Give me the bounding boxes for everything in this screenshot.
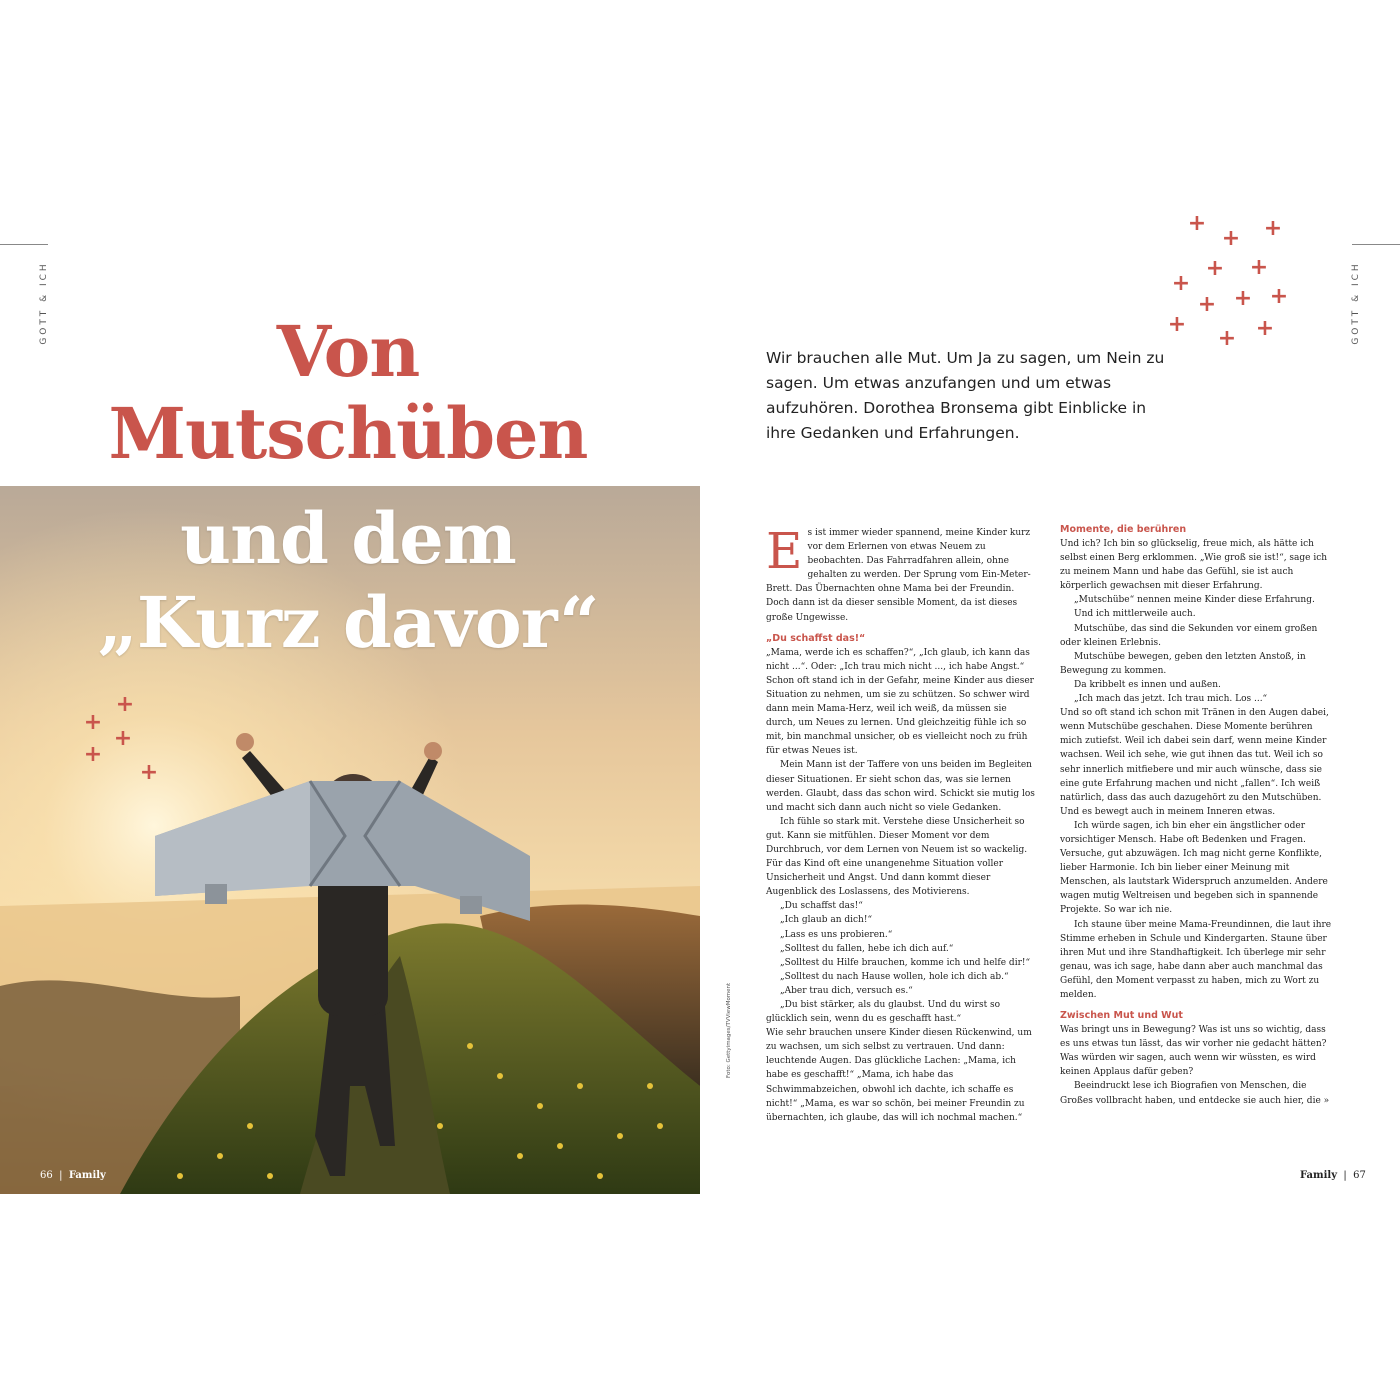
plus-icon: +: [1221, 226, 1241, 251]
body-paragraph: Wie sehr brauchen unsere Kinder diesen Rückenwind, um zu wachsen, um sich selbst zu vertrauen. Und dann: leuchtende Augen. Das glückliche Lachen: „Mama, ich habe es geschafft!“ „Mama, ich habe das Schwimmabzeichen, obwohl ich dachte, ich schaffe es nicht!“ „Mama, es war so schön, bei meiner Freundin zu übernachten, ich glaube, das will ich nochmal machen.“: [766, 1028, 1032, 1123]
body-paragraph: Und so oft stand ich schon mit Tränen in den Augen dabei, wenn Mutschübe geschahen. Diese Momente berühren mich zutiefst. Weil ich dabei sein darf, wenn meine Kinder wachsen. Weil ich sehe, wie gut ihnen das tut. Weil ich so sehr innerlich mitfiebere und mir auch wünsche, dass sie eine gute Erfahrung machen und nicht „fallen“. Ich weiß natürlich, dass das auch dazugehört zu den Mutschüben. Und es bewegt auch in meinem Inneren etwas.: [1060, 708, 1329, 817]
section-label-right: GOTT & ICH: [1351, 261, 1361, 345]
poem-line: Mutschübe bewegen, geben den letzten Anstoß, in Bewegung zu kommen.: [1060, 651, 1306, 676]
plus-icon: +: [1205, 256, 1225, 281]
intro-paragraph: s ist immer wieder spannend, meine Kinder kurz vor dem Erlernen von etwas Neuem zu beobachten. Das Fahrradfahren allein, ohne gehalten zu werden. Der Sprung vom Ein-Meter-Brett. Das Übernachten ohne Mama bei der Freundin. Doch dann ist da dieser sensible Moment, da ist dieses große Ungewisse.: [766, 528, 1031, 623]
plus-icon: +: [1263, 216, 1283, 241]
section-label-left: GOTT & ICH: [39, 261, 49, 345]
poem-line: Da kribbelt es innen und außen.: [1074, 679, 1221, 690]
body-paragraph: Beeindruckt lese ich Biografien von Menschen, die Großes vollbracht haben, und entdecke sie auch hier, die »: [1060, 1081, 1330, 1106]
poem-line: Mutschübe, das sind die Sekunden vor einem großen oder kleinen Erlebnis.: [1060, 623, 1318, 648]
plus-icon: +: [1255, 316, 1275, 341]
plus-icon: +: [113, 726, 133, 751]
body-paragraph: Mein Mann ist der Tafferе von uns beiden im Begleiten dieser Situationen. Er sieht schon das, was sie lernen werden. Glaubt, dass das schon wird. Schickt sie mutig los und macht sich dann auch nicht so viele Gedanken.: [766, 760, 1035, 813]
quote-line: „Solltest du nach Hause wollen, hole ich dich ab.“: [780, 971, 1009, 982]
subheading-du-schaffst-das: „Du schaffst das!“: [766, 632, 866, 644]
body-paragraph: Ich fühle so stark mit. Verstehe diese Unsicherheit so gut. Kann sie mitfühlen. Dieser Moment vor dem Durchbruch, vor dem Lernen von Neuem ist so wackelig. Für das Kind oft eine unangenehme Situation voller Unsicherheit und Angst. Und dann kommt dieser Augenblick des Loslassens, des Motivierens.: [766, 816, 1028, 898]
plus-icon: +: [1217, 326, 1237, 351]
quote-line: „Solltest du fallen, hebe ich dich auf.“: [780, 943, 954, 954]
headline-line-1: Von: [276, 310, 420, 393]
article-column-1: [766, 522, 1038, 1125]
quote-line: „Du bist stärker, als du glaubst. Und du wirst so glücklich sein, wenn du es geschafft hast.“: [766, 1000, 1001, 1025]
page-number-left: 66: [40, 1170, 53, 1181]
plus-icon: +: [1249, 255, 1269, 280]
plus-icon: +: [139, 760, 159, 785]
plus-icon: +: [1233, 286, 1253, 311]
body-paragraph: Und ich? Ich bin so glückselig, freue mich, als hätte ich selbst einen Berg erklommen. „Wie groß sie ist!“, sage ich zu meinem Mann und habe das Gefühl, sie ist auch körperlich gewachsen mit dieser Erfahrung.: [1060, 539, 1328, 592]
footer-right: Family | 67: [1300, 1170, 1366, 1181]
quote-line: „Ich glaub an dich!“: [780, 915, 873, 926]
quote-line: „Du schaffst das!“: [780, 901, 863, 912]
footer-left: 66 | Family: [40, 1170, 106, 1181]
headline-line-4: „Kurz davor“: [97, 581, 599, 664]
lead-paragraph: Wir brauchen alle Mut. Um Ja zu sagen, um Nein zu sagen. Um etwas anzufangen und um etwas aufzuhören. Dorothea Bronsema gibt Einblicke in ihre Gedanken und Erfahrungen.: [766, 349, 1165, 442]
body-paragraph: Ich würde sagen, ich bin eher ein ängstlicher oder vorsichtiger Mensch. Habe oft Bedenken und Fragen. Versuche, gut abzuwägen. Ich mag nicht gerne Konflikte, lieber Harmonie. Ich bin lieber einer Meinung mit Menschen, als lautstark Widerspruch anzumelden. Andere wagen mutig Weltreisen und begeben sich in spannende Projekte. So war ich nie.: [1060, 820, 1328, 916]
plus-icon: +: [83, 742, 103, 767]
drop-cap: E: [766, 522, 803, 580]
photo-credit: Foto: Gettyimages/TVViewMoment: [726, 982, 732, 1078]
poem-line: „Ich mach das jetzt. Ich trau mich. Los ...“: [1074, 694, 1268, 705]
headline-line-3: und dem: [180, 497, 516, 580]
plus-icon: +: [83, 710, 103, 735]
plus-icon: +: [1269, 284, 1289, 309]
body-paragraph: Was bringt uns in Bewegung? Was ist uns so wichtig, dass es uns etwas tun lässt, das wir vorher nie gedacht hätten? Was würden wir sagen, auch wenn wir wüssten, es wird keinen Applaus dafür geben?: [1060, 1025, 1327, 1078]
plus-icon: +: [1187, 211, 1207, 236]
headline-line-2: Mutschüben: [108, 392, 588, 475]
quote-line: „Solltest du Hilfe brauchen, komme ich und helfe dir!“: [780, 957, 1031, 968]
poem-line: „Mutschübe“ nennen meine Kinder diese Erfahrung.: [1074, 595, 1315, 606]
poem-line: Und ich mittlerweile auch.: [1074, 609, 1196, 620]
body-paragraph: Ich staune über meine Mama-Freundinnen, die laut ihre Stimme erheben in Schule und Kindergarten. Staune über ihren Mut und ihre Standhaftigkeit. Ich überlege mir sehr genau, was ich sage, habe dann aber auch manchmal das Gefühl, den Moment verpasst zu haben, mich zu Wort zu melden.: [1060, 919, 1332, 1000]
page-number-right: 67: [1353, 1170, 1366, 1181]
magazine-name-right: Family: [1300, 1170, 1338, 1181]
quote-line: „Aber trau dich, versuch es.“: [780, 985, 913, 996]
subheading-mut-und-wut: Zwischen Mut und Wut: [1060, 1010, 1183, 1022]
plus-icon: +: [1197, 292, 1217, 317]
body-paragraph: „Mama, werde ich es schaffen?“, „Ich glaub, ich kann das nicht ...“. Oder: „Ich trau mich nicht ..., ich habe Angst.“ Schon oft stand ich in der Gefahr, meine Kinder aus dieser Situation zu nehmen, um sie zu schützen. So schwer wird dann mein Mama-Herz, weil ich weiß, da müssen sie durch, um Neues zu lernen. Und gleichzeitig fühle ich so mit, bin manchmal unsicher, ob es vielleicht noch zu früh für etwas Neues ist.: [766, 647, 1034, 757]
magazine-name-left: Family: [68, 1170, 106, 1181]
plus-icon: +: [115, 692, 135, 717]
plus-icon: +: [1167, 312, 1187, 337]
article-column-2: [1060, 522, 1332, 1108]
subheading-momente: Momente, die berühren: [1060, 524, 1187, 535]
plus-icon: +: [1171, 271, 1191, 296]
quote-line: „Lass es uns probieren.“: [780, 929, 893, 940]
